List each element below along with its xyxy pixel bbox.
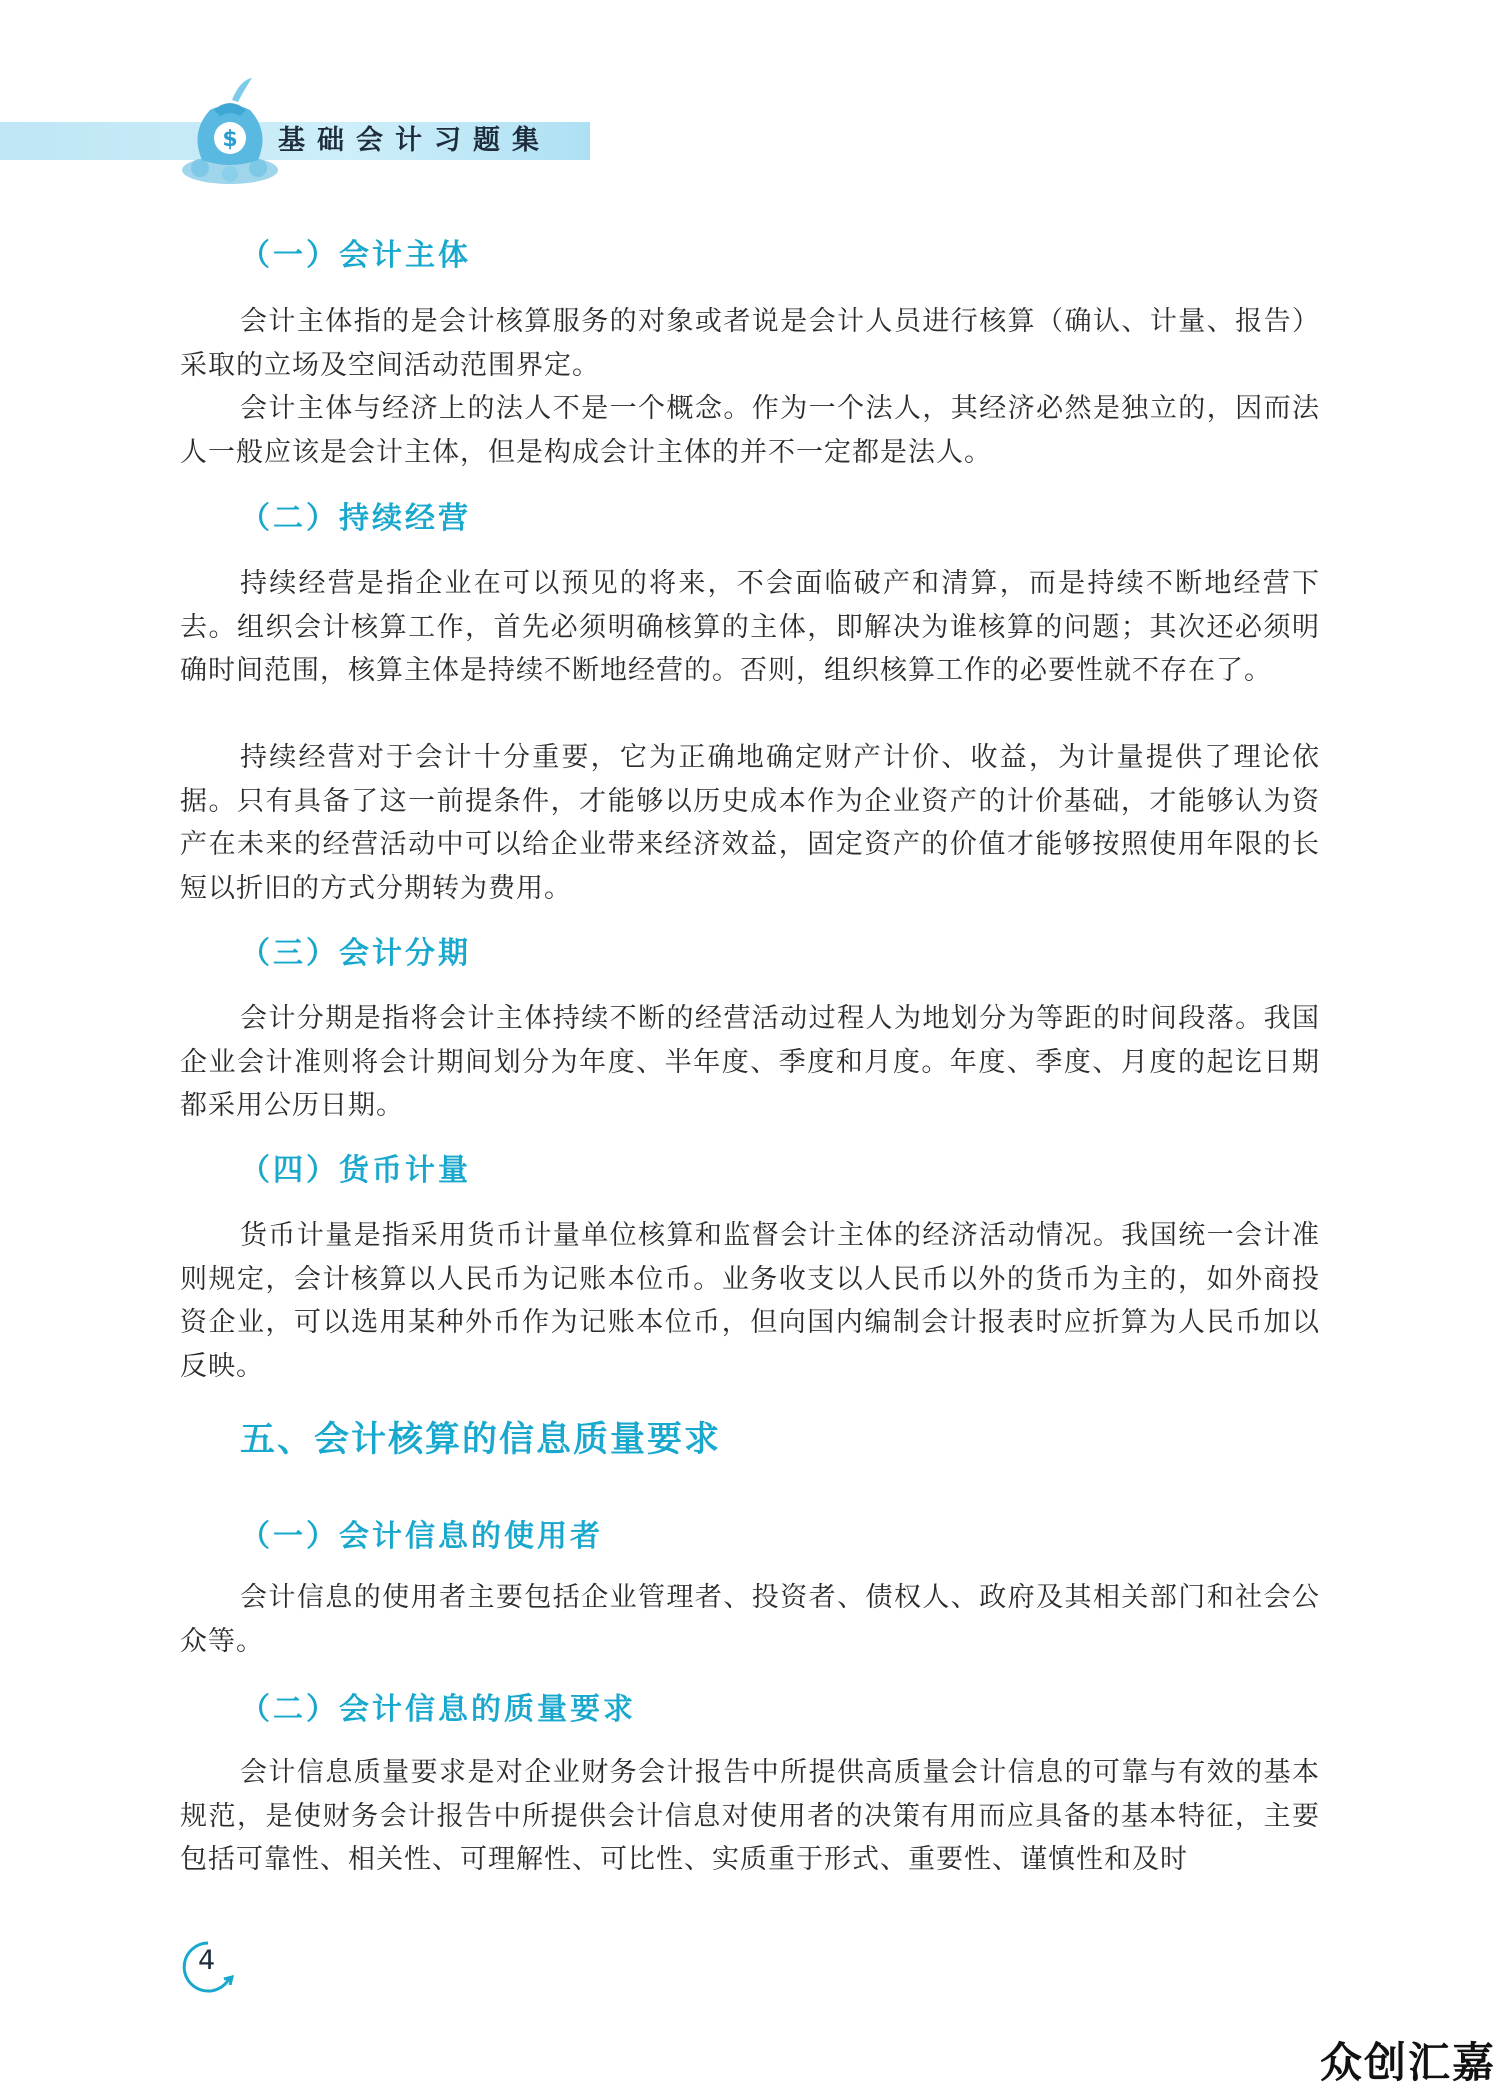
heading-accounting-period: （三）会计分期 [240, 936, 471, 971]
page-number-badge [178, 1937, 238, 1997]
paragraph: 会计分期是指将会计主体持续不断的经营活动过程人为地划分为等距的时间段落。我国企业会计准则将会计期间划分为年度、半年度、季度和月度。年度、季度、月度的起讫日期都采用公历日期。 [180, 1003, 1320, 1121]
heading-accounting-entity: （一）会计主体 [240, 238, 471, 273]
paragraph: 持续经营是指企业在可以预见的将来，不会面临破产和清算，而是持续不断地经营下去。组织会计核算工作，首先必须明确核算的主体，即解决为谁核算的问题；其次还必须明确时间范围，核算主体是持续不断地经营的。否则，组织核算工作的必要性就不存在了。 [180, 568, 1320, 686]
heading-information-users: （一）会计信息的使用者 [240, 1519, 603, 1554]
section-heading-information-quality: 五、会计核算的信息质量要求 [240, 1420, 722, 1460]
paragraph: 会计信息的使用者主要包括企业管理者、投资者、债权人、政府及其相关部门和社会公众等。 [180, 1582, 1320, 1657]
heading-quality-requirements: （二）会计信息的质量要求 [240, 1692, 636, 1727]
svg-text:$: $ [222, 127, 238, 152]
paragraph: 会计信息质量要求是对企业财务会计报告中所提供高质量会计信息的可靠与有效的基本规范，是使财务会计报告中所提供会计信息对使用者的决策有用而应具备的基本特征，主要包括可靠性、相关性、可理解性、可比性、实质重于形式、重要性、谨慎性和及时 [180, 1757, 1320, 1875]
paragraph: 会计主体指的是会计核算服务的对象或者说是会计人员进行核算（确认、计量、报告）采取的立场及空间活动范围界定。 [180, 306, 1320, 381]
heading-going-concern: （二）持续经营 [240, 501, 471, 536]
money-bag-icon [170, 70, 290, 190]
paragraph: 货币计量是指采用货币计量单位核算和监督会计主体的经济活动情况。我国统一会计准则规定，会计核算以人民币为记账本位币。业务收支以人民币以外的货币为主的，如外商投资企业，可以选用某种外币作为记账本位币，但向国内编制会计报表时应折算为人民币加以反映。 [180, 1220, 1320, 1382]
paragraph: 持续经营对于会计十分重要，它为正确地确定财产计价、收益，为计量提供了理论依据。只有具备了这一前提条件，才能够以历史成本作为企业资产的计价基础，才能够认为资产在未来的经营活动中可以给企业带来经济效益，固定资产的价值才能够按照使用年限的长短以折旧的方式分期转为费用。 [180, 742, 1320, 904]
book-title: 基础会计习题集 [278, 125, 551, 156]
paragraph: 会计主体与经济上的法人不是一个概念。作为一个法人，其经济必然是独立的，因而法人一般应该是会计主体，但是构成会计主体的并不一定都是法人。 [180, 393, 1320, 468]
watermark-logo: 众创汇嘉 [1319, 2038, 1496, 2087]
page-number: 4 [198, 1945, 216, 1976]
heading-monetary-measurement: （四）货币计量 [240, 1153, 471, 1188]
